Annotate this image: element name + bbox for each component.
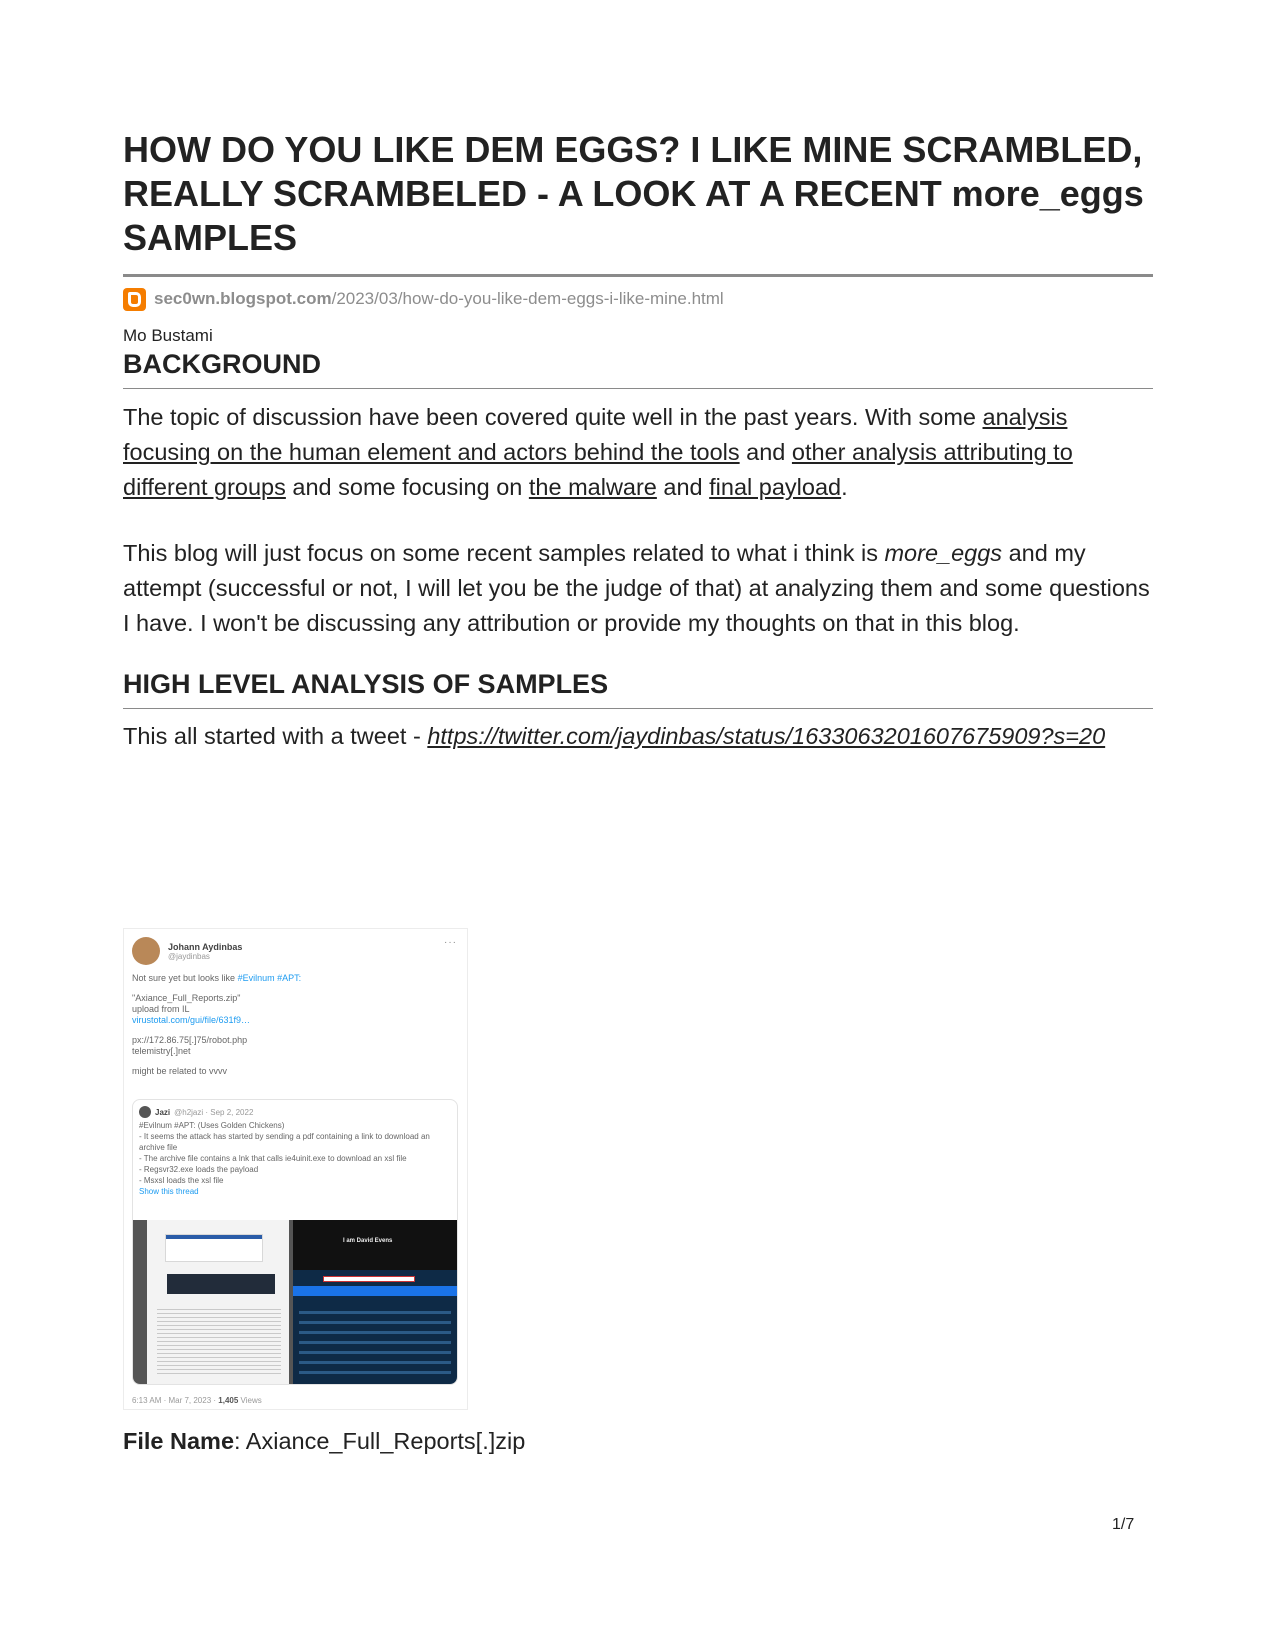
quoted-tweet (132, 1099, 458, 1385)
tweet-link[interactable]: https://twitter.com/jaydinbas/status/1633063201607675909?s=20 (427, 723, 1106, 749)
article-title: HOW DO YOU LIKE DEM EGGS? I LIKE MINE SCRAMBLED, REALLY SCRAMBELED - A LOOK AT A RECENT more_eggs SAMPLES (123, 128, 1153, 277)
link-other-analysis-groups[interactable]: other analysis attributing to different groups (123, 439, 1073, 500)
more-options-icon: ··· (444, 937, 457, 948)
section-heading-background: BACKGROUND (123, 349, 1153, 389)
page-number: 1/7 (1112, 1516, 1135, 1533)
blogger-icon (123, 288, 146, 311)
source-line (123, 287, 1153, 311)
quoted-meta: @h2jazi · Sep 2, 2022 (174, 1107, 254, 1117)
section-heading-analysis: HIGH LEVEL ANALYSIS OF SAMPLES (123, 669, 1153, 709)
source-path: /2023/03/how-do-you-like-dem-eggs-i-like-mine.html (331, 289, 724, 308)
author-name: Mo Bustami (123, 326, 213, 345)
tweet-virustotal-link: virustotal.com/gui/file/631f9… (132, 1015, 251, 1025)
quoted-image-label: I am David Evens (343, 1238, 393, 1244)
file-name-value: : Axiance_Full_Reports[.]zip (234, 1428, 526, 1454)
more-eggs-emphasis: more_eggs (884, 540, 1003, 566)
quoted-text: #Evilnum #APT: (Uses Golden Chickens) - It seems the attack has started by sending a pdf containing a link to download an archive file - The archive file contains a lnk that calls ie4uinit.exe to download an xsl file - Regsvr32.exe loads the payload - Msxsl loads the xsl file Show this thread (139, 1120, 449, 1197)
tweet-screenshot (123, 928, 468, 1410)
source-link[interactable] (154, 289, 724, 309)
analysis-intro: This all started with a tweet - https://twitter.com/jaydinbas/status/1633063201607675909?s=20 (123, 723, 1106, 749)
quoted-image-right (293, 1220, 457, 1384)
file-name-line (123, 1426, 525, 1456)
link-analysis-human-element[interactable]: analysis focusing on the human element and actors behind the tools (123, 404, 1068, 465)
link-final-payload[interactable]: final payload (709, 474, 842, 500)
quoted-author-name: Jazi (155, 1107, 171, 1117)
show-thread-link: Show this thread (139, 1187, 199, 1196)
tweet-footer: 6:13 AM · Mar 7, 2023 · 1,405 Views (132, 1396, 262, 1405)
tweet-hashtags: #Evilnum #APT: (237, 973, 302, 983)
tweet-author-handle: @jaydinbas (168, 951, 210, 961)
tweet-author-name: Johann Aydinbas (168, 941, 243, 952)
quoted-image-left (133, 1220, 289, 1384)
background-paragraph-2: This blog will just focus on some recent samples related to what i think is more_eggs and my attempt (successful or not, I will let you be the judge of that) at analyzing them and some questions I have. I won't be discussing any attribution or provide my thoughts on that in this blog. (123, 540, 1150, 636)
quoted-avatar (139, 1106, 151, 1118)
avatar (132, 937, 160, 965)
tweet-header (132, 937, 242, 965)
background-paragraph-1: The topic of discussion have been covered quite well in the past years. With some analysis focusing on the human element and actors behind the tools and other analysis attributing to different groups and some focusing on the malware and final payload. (123, 404, 1073, 500)
source-domain: sec0wn.blogspot.com (154, 289, 332, 308)
link-the-malware[interactable]: the malware (528, 474, 657, 500)
tweet-views-count: 1,405 (218, 1396, 239, 1405)
tweet-text: Not sure yet but looks like #Evilnum #APT: "Axiance_Full_Reports.zip" upload from IL virustotal.com/gui/file/631f9… px://172.86.75[.]75/robot.php telemistry[.]net might be related to vvvv (132, 973, 452, 1077)
file-name-label: File Name (123, 1428, 235, 1454)
document-page (123, 128, 1153, 1454)
